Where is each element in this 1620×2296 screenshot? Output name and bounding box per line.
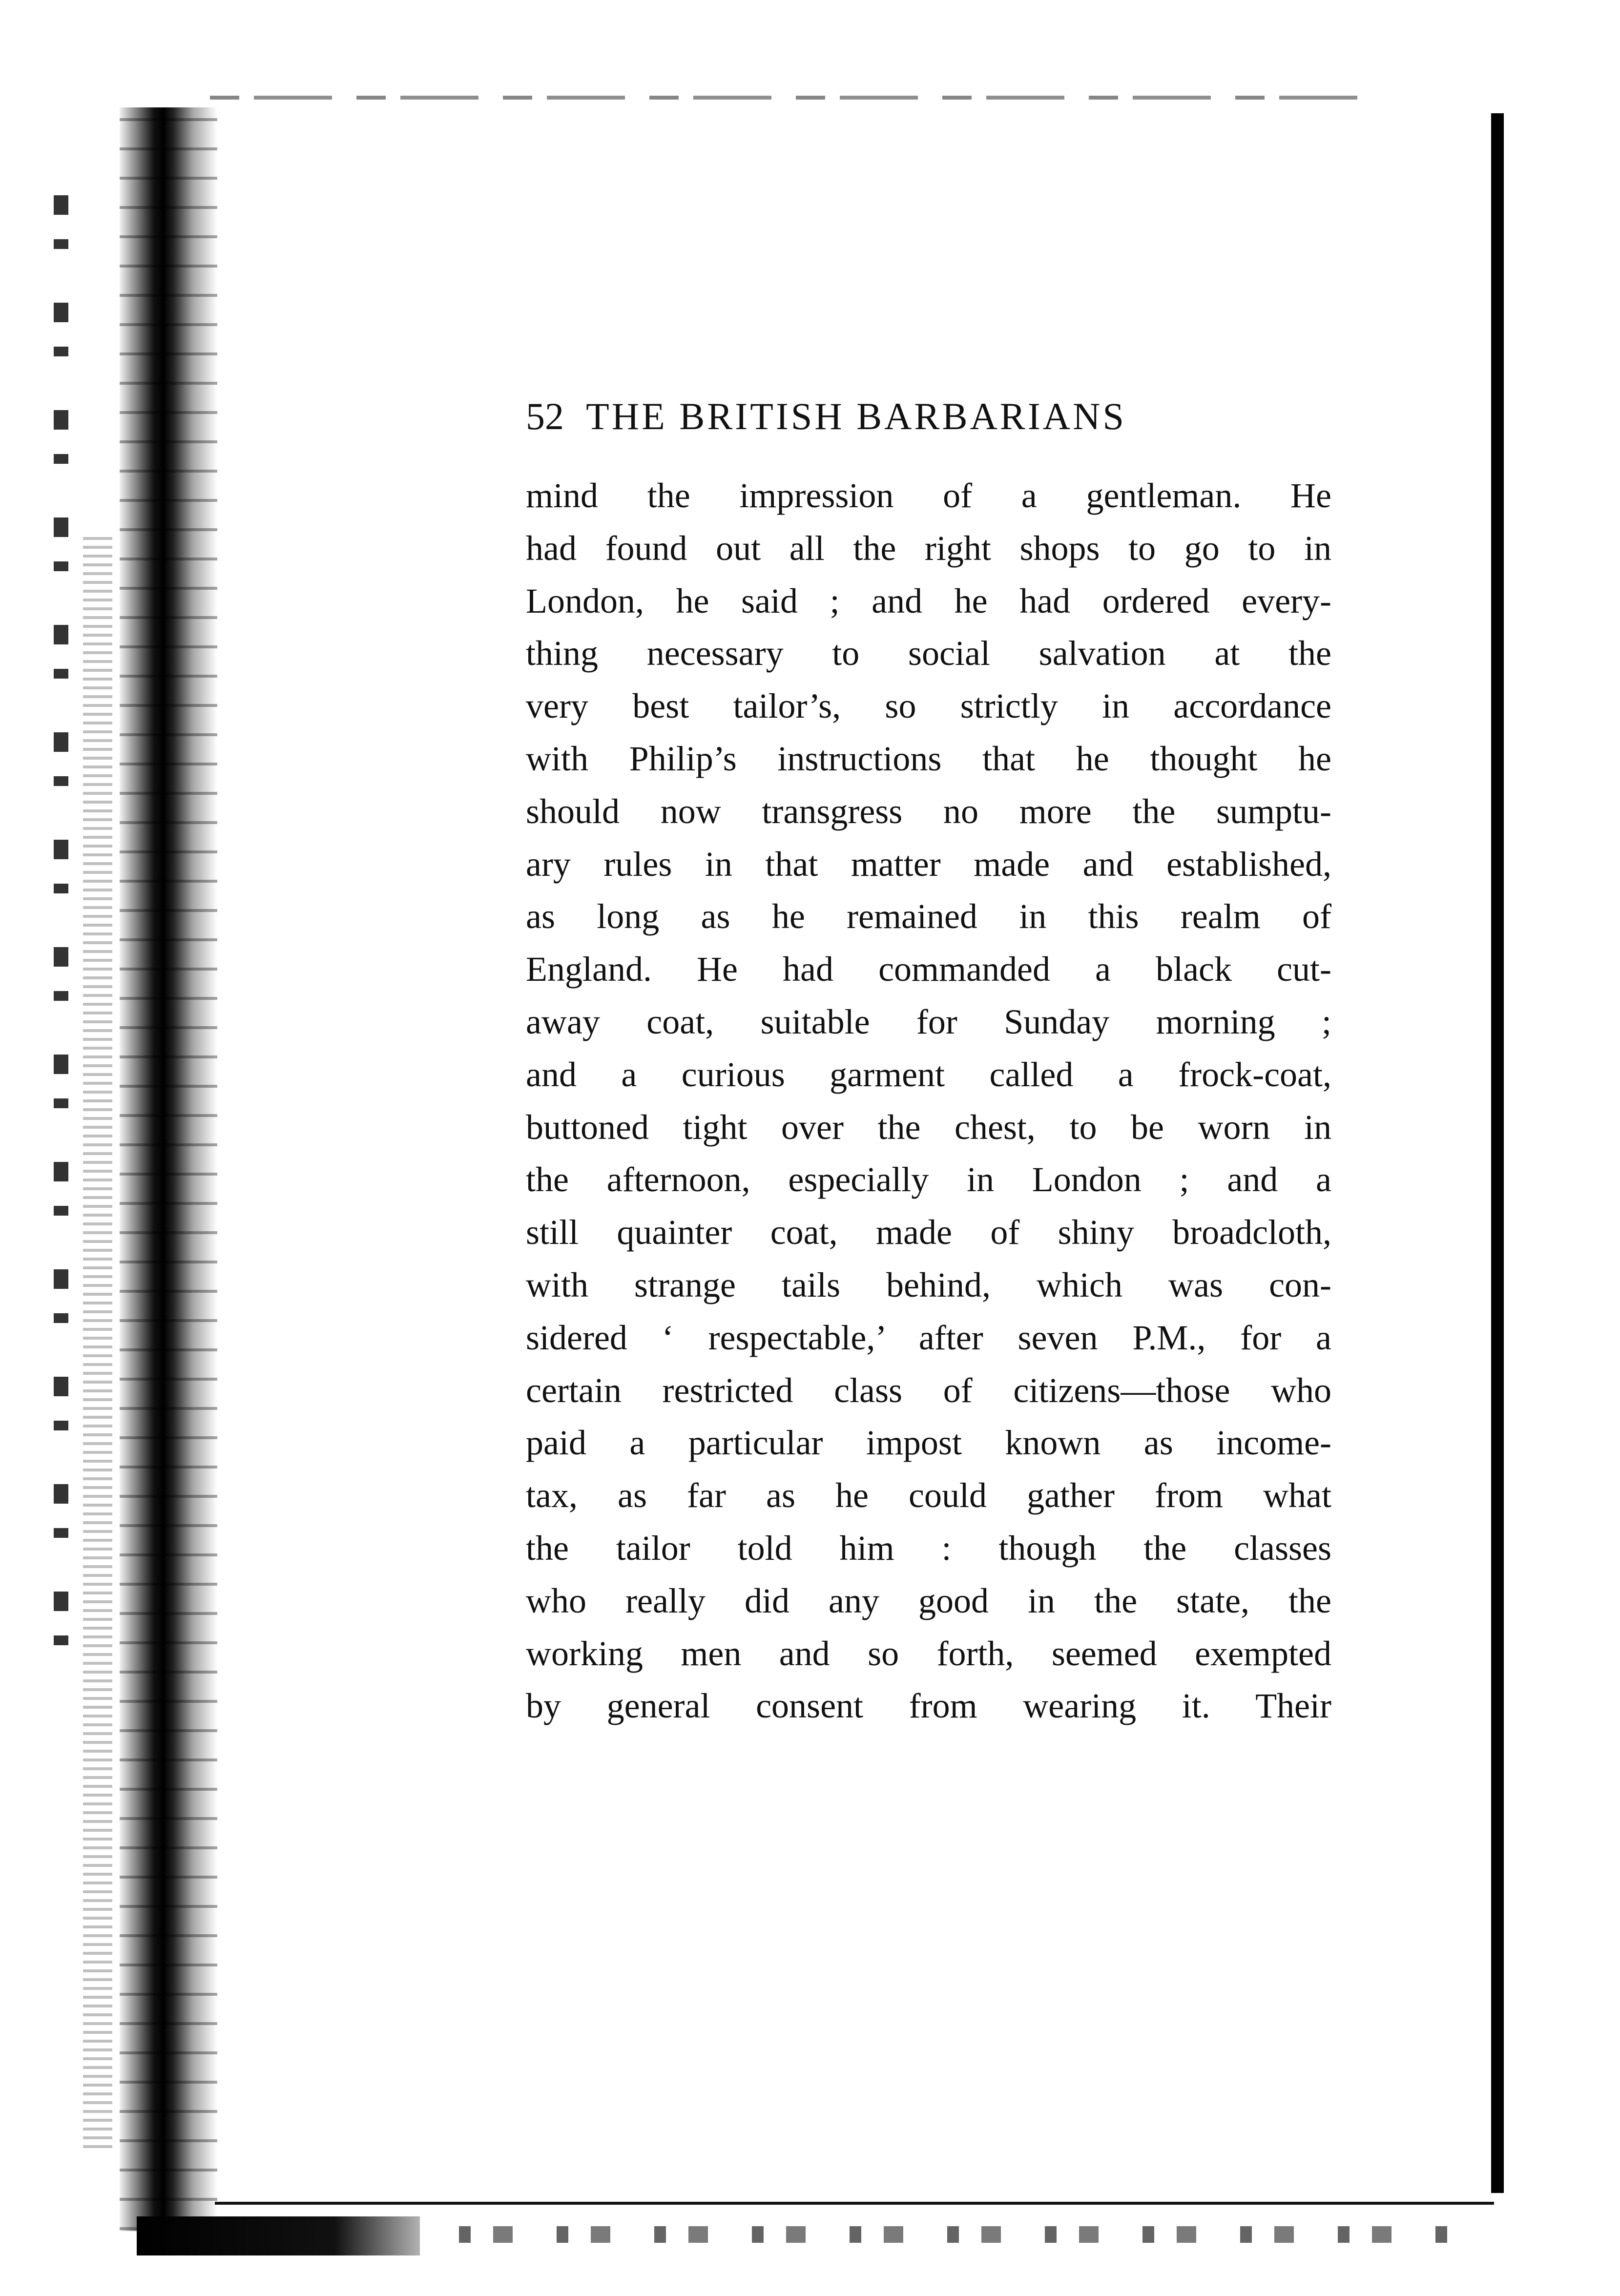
text-line: should now transgress no more the sumptu- <box>526 791 1331 831</box>
text-line: and a curious garment called a frock-coat, <box>526 1055 1331 1094</box>
text-line: still quainter coat, made of shiny broadcloth, <box>526 1213 1331 1252</box>
text-line: who really did any good in the state, the <box>526 1581 1331 1620</box>
text-line: thing necessary to social salvation at the <box>526 634 1331 673</box>
text-line: England. He had commanded a black cut- <box>526 950 1331 989</box>
scan-bottom-rule <box>215 2202 1494 2205</box>
scan-edge-specks <box>54 195 68 1660</box>
text-line: tax, as far as he could gather from what <box>526 1476 1331 1515</box>
scan-bottom-noise <box>459 2226 1455 2243</box>
text-line: with strange tails behind, which was con- <box>526 1265 1331 1304</box>
running-head <box>526 390 1317 443</box>
body-text <box>526 470 1331 1733</box>
text-line: by general consent from wearing it. Their <box>526 1686 1331 1726</box>
text-line: buttoned tight over the chest, to be worn in <box>526 1107 1331 1147</box>
text-line: sidered ‘ respectable,’ after seven P.M., for a <box>526 1318 1331 1357</box>
text-line: the afternoon, especially in London ; and a <box>526 1160 1331 1200</box>
page-number: 52 <box>526 395 564 437</box>
text-line: London, he said ; and he had ordered every- <box>526 581 1331 621</box>
scan-top-edge <box>210 96 1372 100</box>
text-line: working men and so forth, seemed exempted <box>526 1634 1331 1673</box>
text-line: ary rules in that matter made and established, <box>526 844 1331 884</box>
text-line: away coat, suitable for Sunday morning ; <box>526 1002 1331 1041</box>
text-line: very best tailor’s, so strictly in accordance <box>526 686 1331 726</box>
scan-right-border <box>1491 113 1504 2193</box>
scan-binding-shadow <box>120 107 217 2231</box>
text-line: certain restricted class of citizens—those who <box>526 1370 1331 1410</box>
scan-gutter-noise <box>83 537 112 2148</box>
running-title: THE BRITISH BARBARIANS <box>586 395 1126 437</box>
text-line: mind the impression of a gentleman. He <box>526 476 1331 515</box>
text-line: had found out all the right shops to go to in <box>526 528 1331 568</box>
text-line: as long as he remained in this realm of <box>526 897 1331 936</box>
text-line: with Philip’s instructions that he thought he <box>526 739 1331 778</box>
text-line: the tailor told him : though the classes <box>526 1528 1331 1568</box>
text-line: paid a particular impost known as income- <box>526 1423 1331 1463</box>
scan-bottom-smear <box>137 2216 420 2255</box>
